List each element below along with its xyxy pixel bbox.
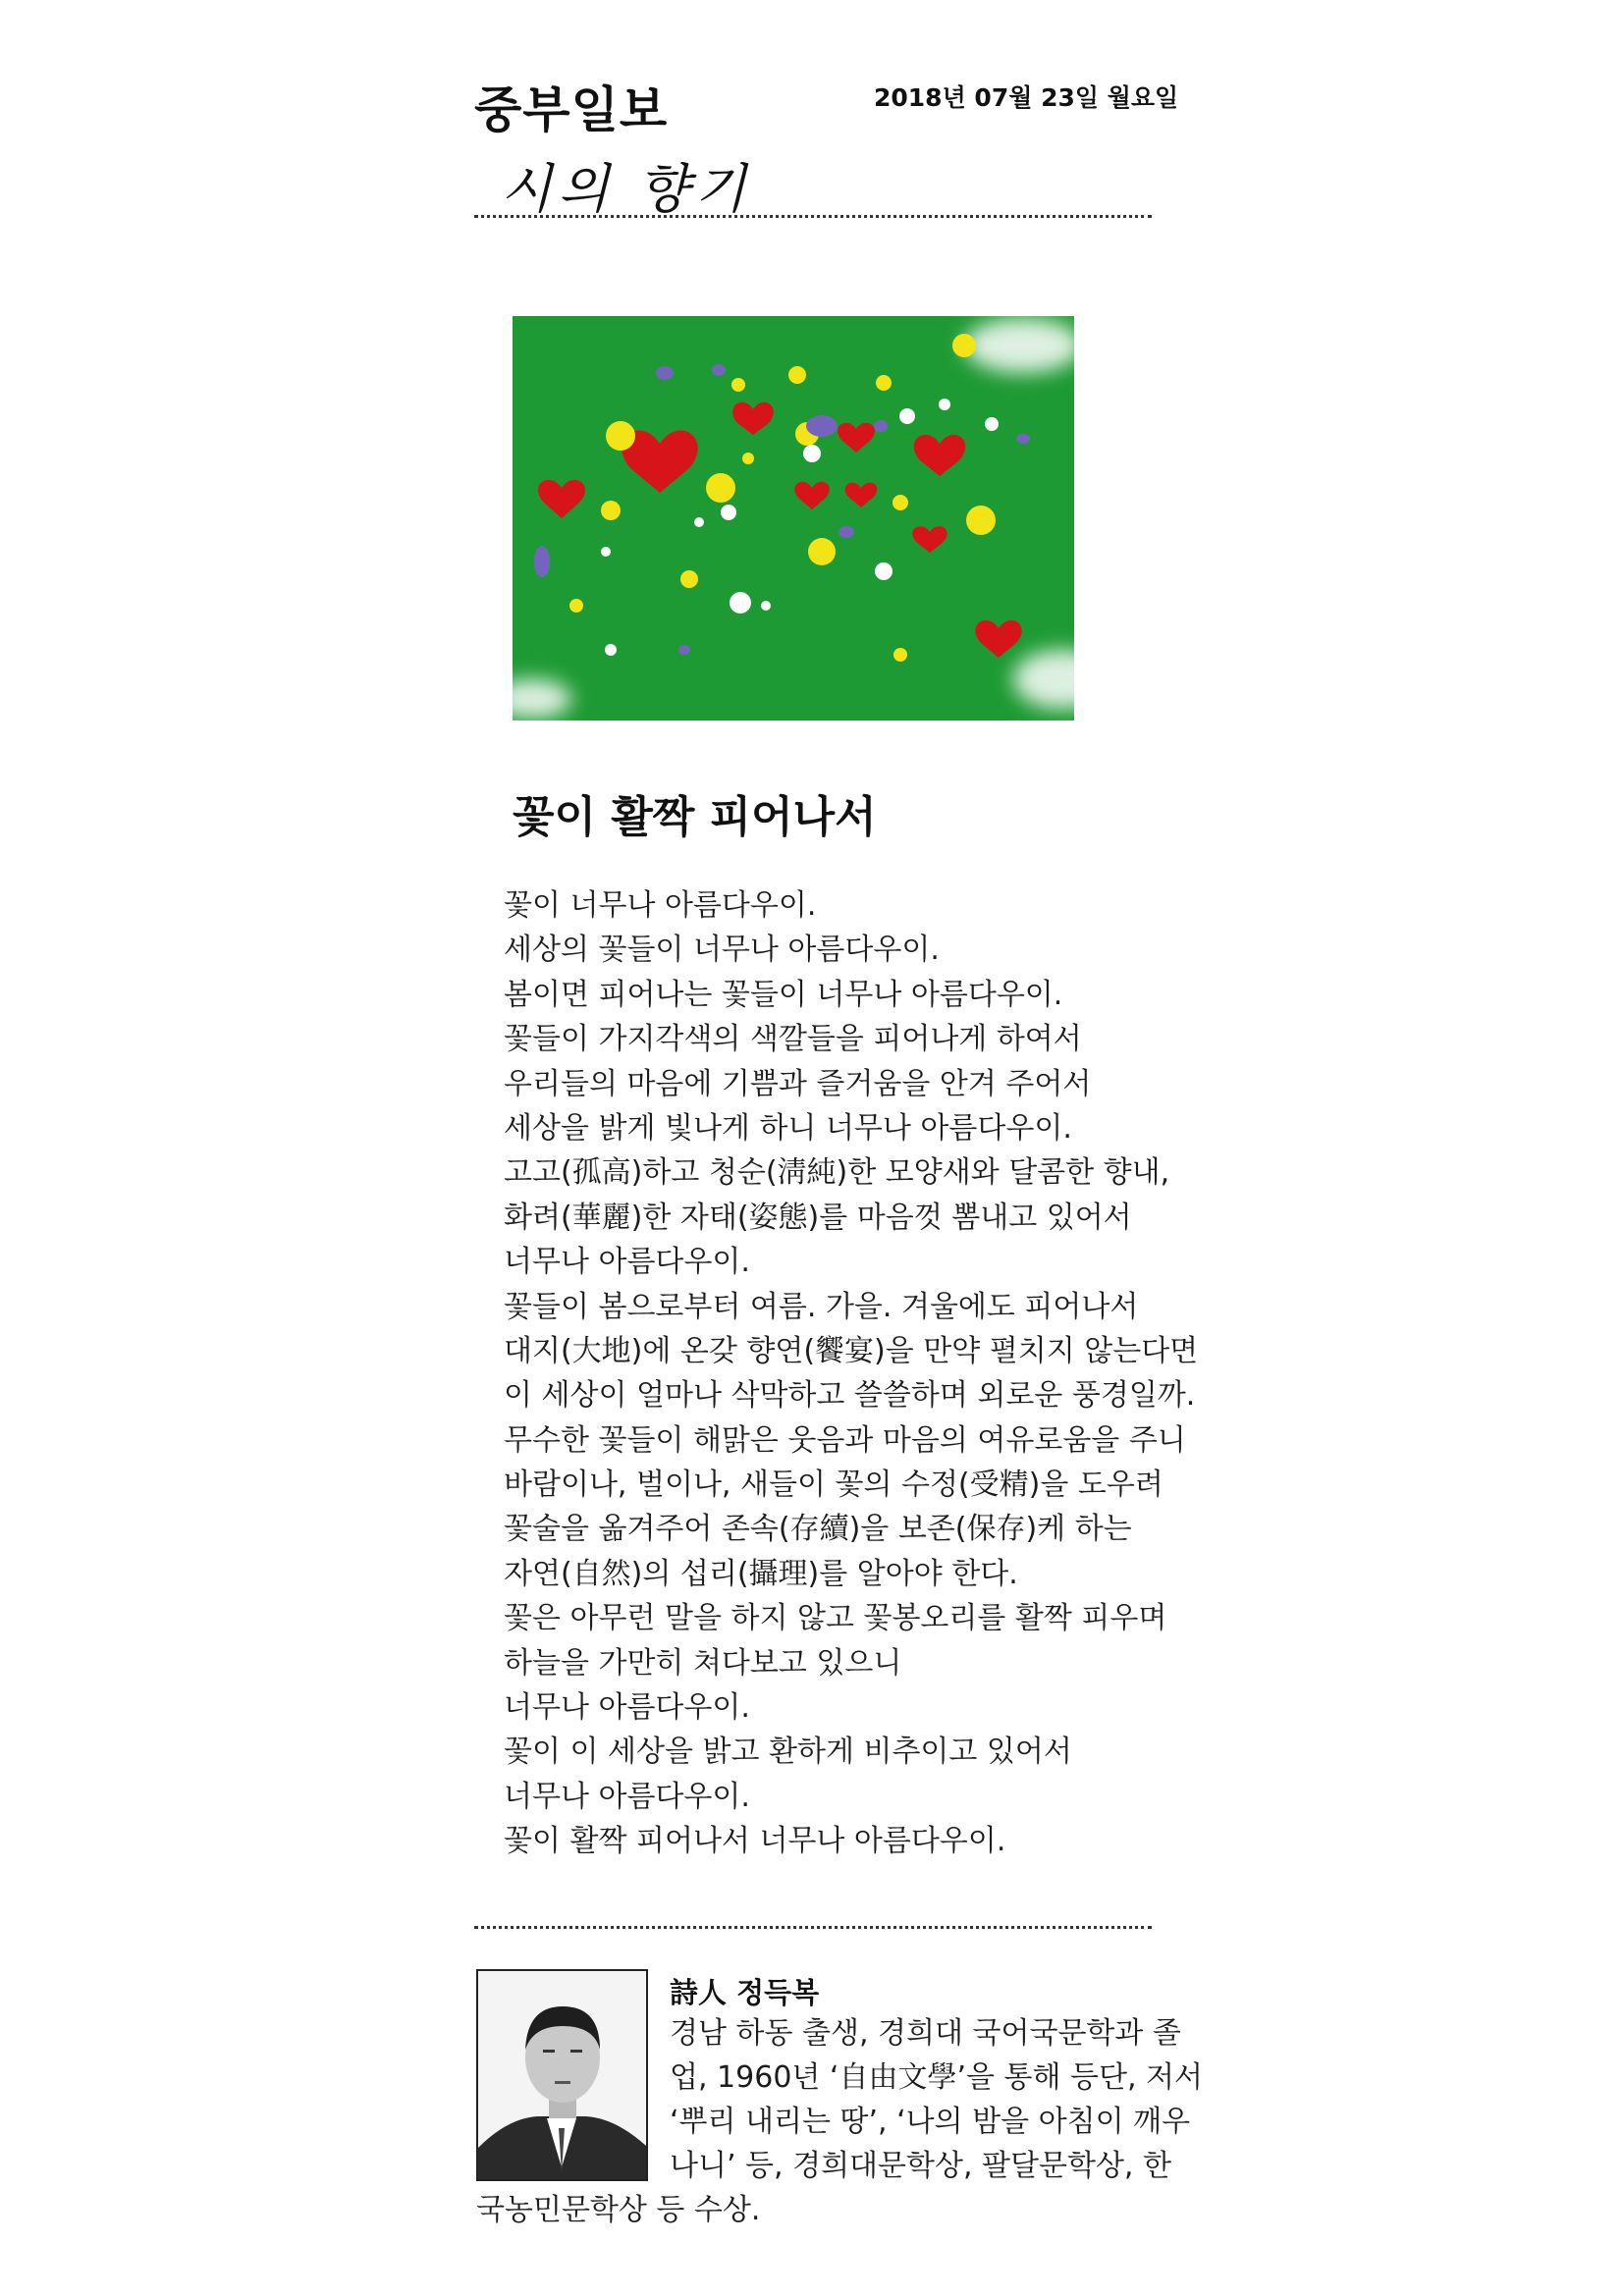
bio-line: ‘뿌리 내리는 땅’, ‘나의 밤을 아침이 깨우: [670, 2105, 1191, 2139]
poem-line: 바람이나, 벌이나, 새들이 꽃의 수정(受精)을 도우려: [504, 1468, 1163, 1503]
poem-line: 화려(華麗)한 자태(姿態)를 마음껏 뽐내고 있어서: [504, 1200, 1132, 1235]
flower-field-illustration: [513, 316, 1074, 721]
poem-line: 세상을 밝게 빛나게 하니 너무나 아름다우이.: [504, 1110, 1072, 1146]
poem-line: 무수한 꽃들이 해맑은 웃음과 마음의 여유로움을 주니: [504, 1422, 1186, 1458]
column-title: 시의 향기: [501, 158, 752, 220]
author-divider: [474, 1926, 1152, 1929]
poem-line: 꽃들이 봄으로부터 여름. 가을. 겨울에도 피어나서: [504, 1289, 1139, 1324]
poem-line: 꽃이 활짝 피어나서 너무나 아름다우이.: [504, 1824, 1006, 1859]
newspaper-masthead: 중부일보: [474, 81, 669, 138]
bio-line: 업, 1960년 ‘自由文學’을 통해 등단, 저서: [670, 2060, 1203, 2095]
poem-line: 자연(自然)의 섭리(攝理)를 알아야 한다.: [504, 1556, 1018, 1591]
bio-line: 경남 하동 출생, 경희대 국어국문학과 졸: [670, 2016, 1181, 2051]
poem-line: 하늘을 가만히 쳐다보고 있으니: [504, 1645, 902, 1681]
poem-line: 꽃이 너무나 아름다우이.: [504, 888, 817, 923]
poem-line: 너무나 아름다우이.: [504, 1779, 750, 1814]
poem-line: 고고(孤高)하고 청순(淸純)한 모양새와 달콤한 향내,: [504, 1155, 1170, 1191]
header-divider: [474, 215, 1152, 218]
poem-title: 꽃이 활짝 피어나서: [513, 792, 877, 842]
bio-line: 국농민문학상 등 수상.: [476, 2193, 761, 2227]
poem-line: 꽃술을 옮겨주어 존속(存續)을 보존(保存)케 하는: [504, 1512, 1132, 1547]
poem-line: 봄이면 피어나는 꽃들이 너무나 아름다우이.: [504, 977, 1063, 1012]
poem-line: 너무나 아름다우이.: [504, 1690, 750, 1726]
author-bio: [476, 2011, 1203, 2232]
poem-line: 이 세상이 얼마나 삭막하고 쓸쓸하며 외로운 풍경일까.: [504, 1378, 1196, 1414]
poem-line: 세상의 꽃들이 너무나 아름다우이.: [504, 933, 940, 968]
poem-line: 꽃이 이 세상을 밝고 환하게 비추이고 있어서: [504, 1735, 1072, 1770]
issue-date: 2018년 07월 23일 월요일: [874, 83, 1179, 112]
author-name: 詩人 정득복: [670, 1976, 820, 2009]
poem-body: [504, 883, 1199, 1864]
poem-line: 대지(大地)에 온갖 향연(饗宴)을 만약 펼치지 않는다면: [504, 1333, 1199, 1368]
poem-line: 너무나 아름다우이.: [504, 1245, 750, 1280]
poem-line: 꽃은 아무런 말을 하지 않고 꽃봉오리를 활짝 피우며: [504, 1601, 1167, 1636]
poem-line: 꽃들이 가지각색의 색깔들을 피어나게 하여서: [504, 1022, 1082, 1057]
bio-line: 나니’ 등, 경희대문학상, 팔달문학상, 한: [670, 2149, 1171, 2183]
poem-line: 우리들의 마음에 기쁨과 즐거움을 안겨 주어서: [504, 1066, 1092, 1101]
